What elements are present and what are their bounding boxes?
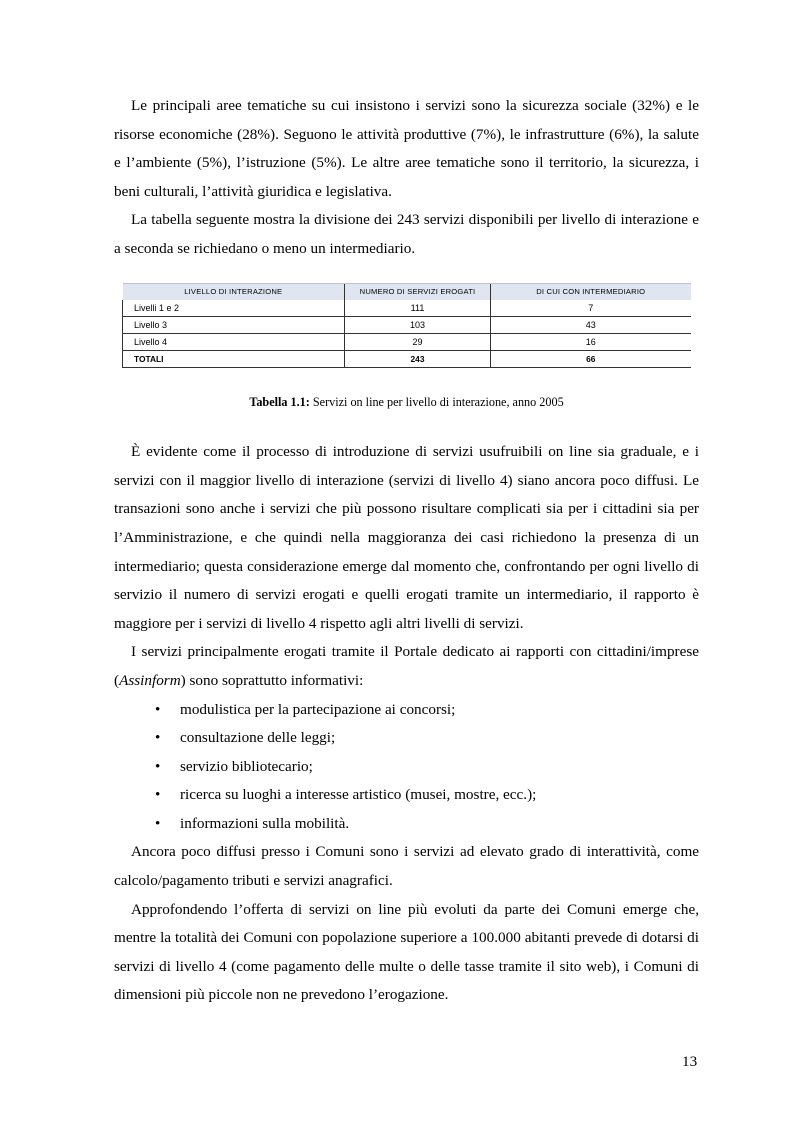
list-item-text: ricerca su luoghi a interesse artistico (musei, mostre, ecc.); xyxy=(180,786,537,804)
row-label: Livelli 1 e 2 xyxy=(123,300,345,317)
paragraph-aree-tematiche: Le principali aree tematiche su cui insistono i servizi sono la sicurezza sociale (32%) e le risorse economiche (28%). Seguono le attività produttive (7%), le infrastrutture (6%), la salute e l’ambiente (5%), l’istruzione (5%). Le altre aree tematiche sono il territorio, la sicurezza, i beni culturali, l’attività giuridica e legislativa. xyxy=(114,97,699,200)
list-item-text: consultazione delle leggi; xyxy=(180,729,336,747)
paragraph-comuni-interattivita: Ancora poco diffusi presso i Comuni sono i servizi ad elevato grado di interattività, come calcolo/pagamento tributi e servizi anagrafici. xyxy=(114,843,699,890)
services-table-container xyxy=(122,283,690,368)
list-item xyxy=(114,753,699,782)
services-table xyxy=(122,283,691,368)
intro-before: I servizi principalmente erogati tramite il Portale dedicato ai rapporti con cittadini/imprese ( xyxy=(114,643,699,689)
row-intermediario: 16 xyxy=(491,333,691,350)
table-total-row xyxy=(123,350,691,367)
bullet-icon: • xyxy=(155,729,161,747)
list-item xyxy=(114,781,699,810)
total-intermediario: 66 xyxy=(491,350,691,367)
total-erogati: 243 xyxy=(345,350,491,367)
list-item xyxy=(114,724,699,753)
bullet-icon: • xyxy=(155,757,161,775)
table-header-row xyxy=(123,283,691,300)
row-label: Livello 3 xyxy=(123,316,345,333)
page-body xyxy=(114,92,699,1010)
bullet-icon: • xyxy=(155,814,161,832)
row-label: Livello 4 xyxy=(123,333,345,350)
row-intermediario: 43 xyxy=(491,316,691,333)
list-item xyxy=(114,810,699,839)
bullet-icon: • xyxy=(155,786,161,804)
table-row xyxy=(123,300,691,317)
services-bullet-list xyxy=(114,696,699,839)
row-erogati: 103 xyxy=(345,316,491,333)
caption-text: Servizi on line per livello di interazione, anno 2005 xyxy=(309,394,564,409)
page-number: 13 xyxy=(682,1053,698,1070)
table-row xyxy=(123,316,691,333)
header-livello: LIVELLO DI INTERAZIONE xyxy=(123,283,345,300)
table-caption xyxy=(114,388,699,417)
total-label: TOTALI xyxy=(123,350,345,367)
header-numero-servizi: NUMERO DI SERVIZI EROGATI xyxy=(345,283,491,300)
bullet-icon: • xyxy=(155,700,161,718)
list-item-text: modulistica per la partecipazione ai concorsi; xyxy=(180,700,456,718)
list-item xyxy=(114,696,699,725)
row-erogati: 29 xyxy=(345,333,491,350)
intro-italic-assinform: Assinform xyxy=(119,671,181,689)
paragraph-servizi-portale xyxy=(114,638,699,695)
paragraph-processo-graduale: È evidente come il processo di introduzione di servizi usufruibili on line sia graduale, e i servizi con il maggior livello di interazione (servizi di livello 4) siano ancora poco diffusi. Le transazioni sono anche i servizi che più possono risultare complicati sia per i cittadini sia per l’Amministrazione, e che quindi nella maggioranza dei casi richiedono la presenza di un intermediario; questa considerazione emerge dal momento che, confrontando per ogni livello di servizio il numero di servizi erogati e quelli erogati tramite un intermediario, il rapporto è maggiore per i servizi di livello 4 rispetto agli altri livelli di servizi. xyxy=(114,443,699,632)
caption-label: Tabella 1.1: xyxy=(249,394,310,409)
intro-after: ) sono soprattutto informativi: xyxy=(180,671,364,689)
row-intermediario: 7 xyxy=(491,300,691,317)
list-item-text: servizio bibliotecario; xyxy=(180,757,313,775)
row-erogati: 111 xyxy=(345,300,491,317)
list-item-text: informazioni sulla mobilità. xyxy=(180,814,350,832)
table-row xyxy=(123,333,691,350)
header-intermediario: DI CUI CON INTERMEDIARIO xyxy=(491,283,691,300)
paragraph-comuni-livello-4: Approfondendo l’offerta di servizi on line più evoluti da parte dei Comuni emerge che, mentre la totalità dei Comuni con popolazione superiore a 100.000 abitanti prevede di dotarsi di servizi di livello 4 (come pagamento delle multe o delle tasse tramite il sito web), i Comuni di dimensioni più piccole non ne prevedono l’erogazione. xyxy=(114,900,699,1004)
paragraph-tabella-intro: La tabella seguente mostra la divisione dei 243 servizi disponibili per livello di interazione e a seconda se richiedano o meno un intermediario. xyxy=(114,211,699,257)
